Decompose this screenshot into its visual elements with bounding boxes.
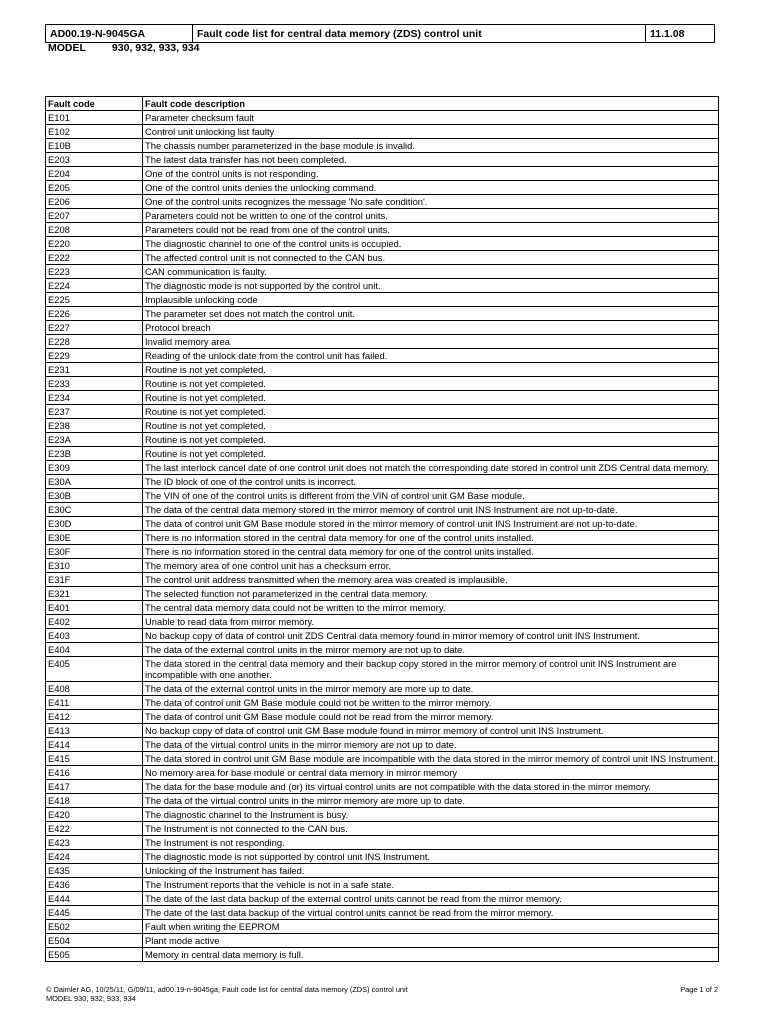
- fault-description-cell: Plant mode active: [143, 934, 719, 948]
- fault-code-cell: E31F: [46, 573, 143, 587]
- fault-code-cell: E30D: [46, 517, 143, 531]
- fault-description-cell: Implausible unlocking code: [143, 293, 719, 307]
- fault-code-cell: E422: [46, 822, 143, 836]
- fault-code-cell: E414: [46, 738, 143, 752]
- fault-description-cell: The diagnostic mode is not supported by control unit INS Instrument.: [143, 850, 719, 864]
- fault-code-cell: E435: [46, 864, 143, 878]
- fault-description-cell: Parameters could not be written to one of the control units.: [143, 209, 719, 223]
- table-row: [46, 377, 719, 391]
- fault-description-cell: The diagnostic channel to one of the control units is occupied.: [143, 237, 719, 251]
- fault-code-cell: E424: [46, 850, 143, 864]
- table-row: [46, 349, 719, 363]
- fault-description-cell: The memory area of one control unit has a checksum error.: [143, 559, 719, 573]
- fault-description-cell: Routine is not yet completed.: [143, 447, 719, 461]
- table-row: [46, 251, 719, 265]
- fault-code-cell: E405: [46, 657, 143, 682]
- fault-code-cell: E231: [46, 363, 143, 377]
- fault-description-cell: The date of the last data backup of the external control units cannot be read from the mirror memory.: [143, 892, 719, 906]
- fault-code-cell: E205: [46, 181, 143, 195]
- table-row: [46, 363, 719, 377]
- table-row: [46, 517, 719, 531]
- doc-id: AD00.19-N-9045GA: [46, 25, 193, 43]
- fault-description-cell: The Instrument is not responding.: [143, 836, 719, 850]
- table-row: [46, 153, 719, 167]
- fault-code-cell: E204: [46, 167, 143, 181]
- fault-code-cell: E423: [46, 836, 143, 850]
- model-label: MODEL: [48, 42, 86, 54]
- fault-description-cell: Memory in central data memory is full.: [143, 948, 719, 962]
- page-number: Page 1 of 2: [680, 985, 718, 994]
- fault-code-cell: E436: [46, 878, 143, 892]
- fault-code-cell: E238: [46, 419, 143, 433]
- table-row: [46, 948, 719, 962]
- table-row: [46, 321, 719, 335]
- fault-description-cell: The diagnostic mode is not supported by the control unit.: [143, 279, 719, 293]
- fault-description-cell: One of the control units recognizes the message 'No safe condition'.: [143, 195, 719, 209]
- fault-code-cell: E444: [46, 892, 143, 906]
- fault-description-cell: Routine is not yet completed.: [143, 363, 719, 377]
- fault-description-cell: The data stored in the central data memory and their backup copy stored in the mirror memory of control unit INS Instrument are incompatible with one another.: [143, 657, 719, 682]
- table-row: [46, 629, 719, 643]
- document-header: [45, 24, 715, 43]
- fault-code-cell: E418: [46, 794, 143, 808]
- fault-description-cell: The data of control unit GM Base module could not be read from the mirror memory.: [143, 710, 719, 724]
- table-row: [46, 419, 719, 433]
- fault-description-cell: Routine is not yet completed.: [143, 391, 719, 405]
- fault-code-cell: E10B: [46, 139, 143, 153]
- fault-code-cell: E445: [46, 906, 143, 920]
- table-row: [46, 710, 719, 724]
- doc-date: 11.1.08: [646, 25, 715, 43]
- fault-description-cell: The chassis number parameterized in the base module is invalid.: [143, 139, 719, 153]
- fault-description-cell: Routine is not yet completed.: [143, 405, 719, 419]
- fault-description-cell: Unable to read data from mirror memory.: [143, 615, 719, 629]
- fault-code-cell: E224: [46, 279, 143, 293]
- table-row: [46, 503, 719, 517]
- table-row: [46, 850, 719, 864]
- fault-description-cell: The data for the base module and (or) its virtual control units are not compatible with the data stored in the mirror memory.: [143, 780, 719, 794]
- fault-description-cell: Parameters could not be read from one of the control units.: [143, 223, 719, 237]
- fault-description-cell: There is no information stored in the central data memory for one of the control units installed.: [143, 531, 719, 545]
- fault-code-cell: E403: [46, 629, 143, 643]
- fault-rows: [46, 111, 719, 962]
- table-row: [46, 447, 719, 461]
- fault-description-cell: The Instrument is not connected to the CAN bus.: [143, 822, 719, 836]
- fault-description-cell: CAN communication is faulty.: [143, 265, 719, 279]
- fault-code-cell: E408: [46, 682, 143, 696]
- fault-code-cell: E208: [46, 223, 143, 237]
- table-row: [46, 125, 719, 139]
- fault-description-cell: The Instrument reports that the vehicle is not in a safe state.: [143, 878, 719, 892]
- fault-description-cell: The diagnostic channel to the Instrument is busy.: [143, 808, 719, 822]
- column-header-code: Fault code: [46, 97, 143, 111]
- fault-code-cell: E321: [46, 587, 143, 601]
- fault-code-cell: E413: [46, 724, 143, 738]
- fault-code-cell: E417: [46, 780, 143, 794]
- table-row: [46, 906, 719, 920]
- table-row: [46, 335, 719, 349]
- fault-description-cell: The central data memory data could not be written to the mirror memory.: [143, 601, 719, 615]
- fault-description-cell: No backup copy of data of control unit ZDS Central data memory found in mirror memory of control unit INS Instrument.: [143, 629, 719, 643]
- table-row: [46, 111, 719, 125]
- table-row: [46, 724, 719, 738]
- fault-description-cell: The data of the external control units in the mirror memory are not up to date.: [143, 643, 719, 657]
- fault-description-cell: Routine is not yet completed.: [143, 433, 719, 447]
- fault-code-cell: E226: [46, 307, 143, 321]
- table-row: [46, 601, 719, 615]
- fault-code-cell: E229: [46, 349, 143, 363]
- column-header-description: Fault code description: [143, 97, 719, 111]
- table-row: [46, 920, 719, 934]
- fault-code-cell: E412: [46, 710, 143, 724]
- fault-code-cell: E30C: [46, 503, 143, 517]
- fault-code-cell: E404: [46, 643, 143, 657]
- page-footer: [46, 985, 720, 1003]
- table-row: [46, 475, 719, 489]
- fault-description-cell: One of the control units denies the unlocking command.: [143, 181, 719, 195]
- table-row: [46, 682, 719, 696]
- fault-description-cell: One of the control units is not responding.: [143, 167, 719, 181]
- fault-code-cell: E101: [46, 111, 143, 125]
- fault-code-cell: E30A: [46, 475, 143, 489]
- table-row: [46, 223, 719, 237]
- footer-model: MODEL 930, 932, 933, 934: [46, 994, 136, 1003]
- fault-code-cell: E234: [46, 391, 143, 405]
- fault-code-cell: E30E: [46, 531, 143, 545]
- model-value: 930, 932, 933, 934: [111, 42, 200, 54]
- table-row: [46, 864, 719, 878]
- table-row: [46, 293, 719, 307]
- table-row: [46, 195, 719, 209]
- fault-description-cell: Parameter checksum fault: [143, 111, 719, 125]
- table-row: [46, 892, 719, 906]
- table-row: [46, 808, 719, 822]
- fault-description-cell: The ID block of one of the control units is incorrect.: [143, 475, 719, 489]
- fault-code-cell: E416: [46, 766, 143, 780]
- table-row: [46, 878, 719, 892]
- fault-code-cell: E30F: [46, 545, 143, 559]
- fault-description-cell: The date of the last data backup of the virtual control units cannot be read from the mirror memory.: [143, 906, 719, 920]
- fault-code-cell: E30B: [46, 489, 143, 503]
- fault-code-cell: E222: [46, 251, 143, 265]
- fault-description-cell: No memory area for base module or central data memory in mirror memory: [143, 766, 719, 780]
- fault-description-cell: The data of the virtual control units in the mirror memory are not up to date.: [143, 738, 719, 752]
- table-row: [46, 573, 719, 587]
- table-row: [46, 696, 719, 710]
- fault-description-cell: The data of the virtual control units in the mirror memory are more up to date.: [143, 794, 719, 808]
- fault-description-cell: The parameter set does not match the control unit.: [143, 307, 719, 321]
- table-row: [46, 279, 719, 293]
- fault-description-cell: Fault when writing the EEPROM: [143, 920, 719, 934]
- fault-code-cell: E220: [46, 237, 143, 251]
- table-row: [46, 657, 719, 682]
- fault-code-cell: E23A: [46, 433, 143, 447]
- table-row: [46, 307, 719, 321]
- table-row: [46, 559, 719, 573]
- fault-description-cell: The data of the central data memory stored in the mirror memory of control unit INS Instrument are not up-to-date.: [143, 503, 719, 517]
- fault-description-cell: Reading of the unlock date from the control unit has failed.: [143, 349, 719, 363]
- fault-code-cell: E225: [46, 293, 143, 307]
- fault-description-cell: Protocol breach: [143, 321, 719, 335]
- fault-code-table: [45, 96, 719, 962]
- table-row: [46, 265, 719, 279]
- table-row: [46, 181, 719, 195]
- fault-code-cell: E227: [46, 321, 143, 335]
- fault-code-cell: E402: [46, 615, 143, 629]
- fault-code-cell: E233: [46, 377, 143, 391]
- table-row: [46, 752, 719, 766]
- fault-code-cell: E206: [46, 195, 143, 209]
- fault-description-cell: The last interlock cancel date of one control unit does not match the corresponding date stored in control unit ZDS Central data memory.: [143, 461, 719, 475]
- fault-code-cell: E223: [46, 265, 143, 279]
- fault-description-cell: The selected function not parameterized in the central data memory.: [143, 587, 719, 601]
- table-row: [46, 587, 719, 601]
- doc-title: Fault code list for central data memory (ZDS) control unit: [193, 25, 646, 43]
- table-row: [46, 794, 719, 808]
- fault-code-cell: E411: [46, 696, 143, 710]
- fault-code-cell: E420: [46, 808, 143, 822]
- table-row: [46, 643, 719, 657]
- fault-description-cell: The VIN of one of the control units is different from the VIN of control unit GM Base module.: [143, 489, 719, 503]
- fault-description-cell: The data of control unit GM Base module could not be written to the mirror memory.: [143, 696, 719, 710]
- table-row: [46, 615, 719, 629]
- table-row: [46, 461, 719, 475]
- fault-code-cell: E415: [46, 752, 143, 766]
- table-row: [46, 766, 719, 780]
- fault-code-cell: E502: [46, 920, 143, 934]
- fault-code-cell: E102: [46, 125, 143, 139]
- table-row: [46, 531, 719, 545]
- fault-description-cell: Routine is not yet completed.: [143, 377, 719, 391]
- fault-description-cell: The data stored in control unit GM Base module are incompatible with the data stored in the mirror memory of control unit INS Instrument.: [143, 752, 719, 766]
- fault-description-cell: Control unit unlocking list faulty: [143, 125, 719, 139]
- model-line: [48, 42, 200, 54]
- fault-code-cell: E309: [46, 461, 143, 475]
- fault-description-cell: The data of control unit GM Base module stored in the mirror memory of control unit INS Instrument are not up-to-date.: [143, 517, 719, 531]
- table-row: [46, 489, 719, 503]
- fault-code-cell: E504: [46, 934, 143, 948]
- fault-code-cell: E310: [46, 559, 143, 573]
- footer-copyright: © Daimler AG, 10/25/11, G/09/11, ad00.19-n-9045ga, Fault code list for central data memory (ZDS) control unit: [46, 985, 408, 994]
- fault-description-cell: The control unit address transmitted when the memory area was created is implausible.: [143, 573, 719, 587]
- table-row: [46, 836, 719, 850]
- table-row: [46, 237, 719, 251]
- fault-description-cell: There is no information stored in the central data memory for one of the control units installed.: [143, 545, 719, 559]
- table-row: [46, 934, 719, 948]
- table-row: [46, 822, 719, 836]
- table-row: [46, 545, 719, 559]
- fault-description-cell: No backup copy of data of control unit GM Base module found in mirror memory of control unit INS Instrument.: [143, 724, 719, 738]
- fault-code-cell: E207: [46, 209, 143, 223]
- fault-code-cell: E23B: [46, 447, 143, 461]
- fault-description-cell: Invalid memory area: [143, 335, 719, 349]
- fault-description-cell: The data of the external control units in the mirror memory are more up to date.: [143, 682, 719, 696]
- table-row: [46, 139, 719, 153]
- fault-code-cell: E228: [46, 335, 143, 349]
- table-header-row: [46, 97, 719, 111]
- table-row: [46, 391, 719, 405]
- fault-description-cell: Unlocking of the Instrument has failed.: [143, 864, 719, 878]
- fault-description-cell: The latest data transfer has not been completed.: [143, 153, 719, 167]
- fault-code-cell: E505: [46, 948, 143, 962]
- table-row: [46, 167, 719, 181]
- fault-description-cell: Routine is not yet completed.: [143, 419, 719, 433]
- fault-code-cell: E237: [46, 405, 143, 419]
- fault-code-cell: E401: [46, 601, 143, 615]
- table-row: [46, 209, 719, 223]
- table-row: [46, 433, 719, 447]
- fault-code-cell: E203: [46, 153, 143, 167]
- fault-description-cell: The affected control unit is not connected to the CAN bus.: [143, 251, 719, 265]
- table-row: [46, 405, 719, 419]
- table-row: [46, 738, 719, 752]
- table-row: [46, 780, 719, 794]
